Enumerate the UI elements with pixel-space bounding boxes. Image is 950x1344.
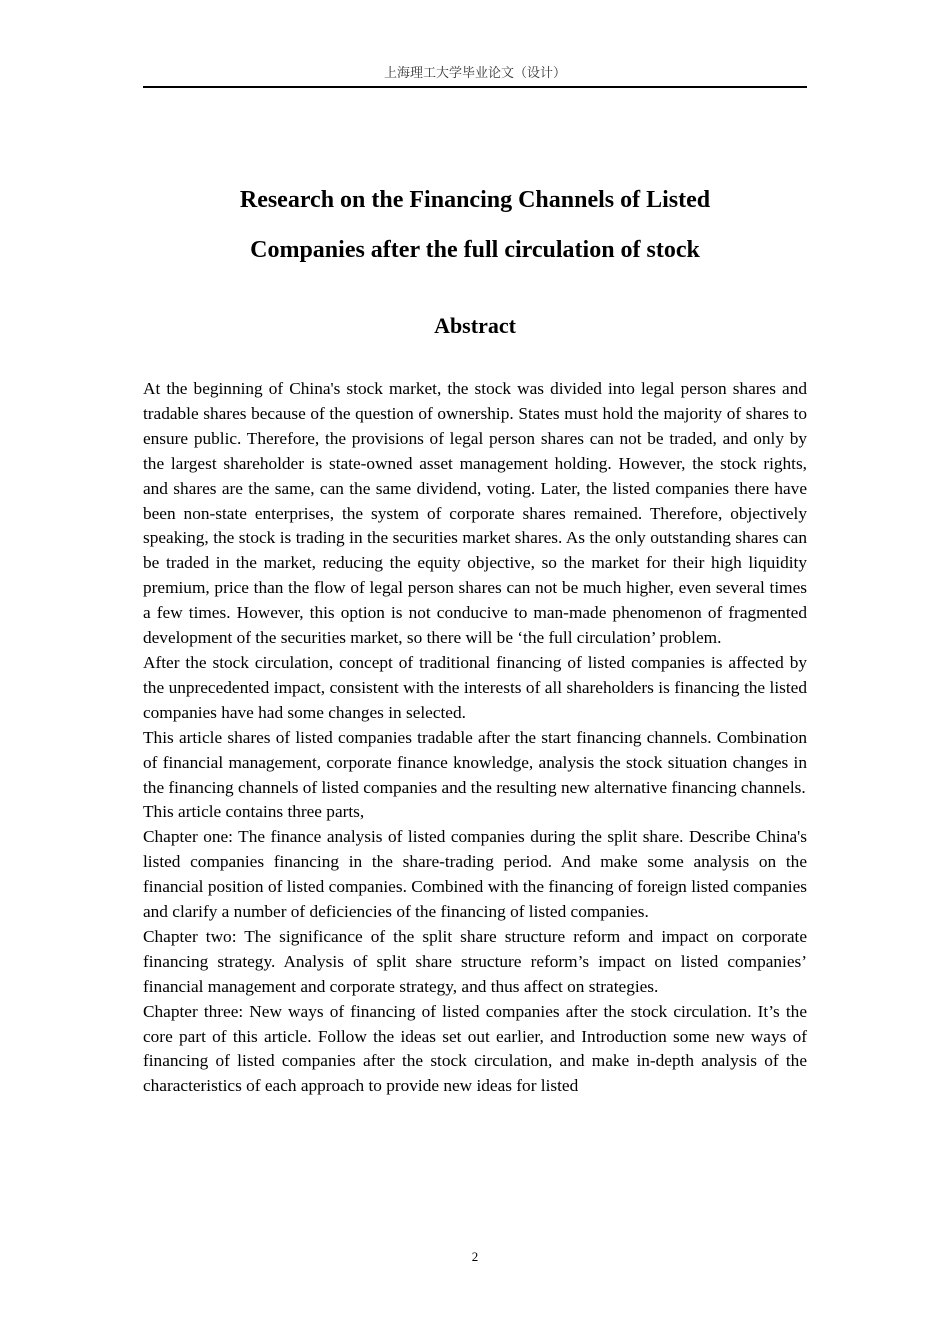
abstract-paragraph: This article contains three parts, [143, 802, 365, 822]
thesis-title [143, 175, 807, 275]
header-university-line: 上海理工大学毕业论文（设计） [383, 66, 566, 81]
abstract-paragraph: At the beginning of China's stock market, the stock was divided into legal person shares and tradable shares because of the question of ownership. States must hold the majority of shares to ensure public. Therefore, the provisions of legal person shares can not be traded, and only by the largest shareholder is state-owned asset management holding. However, the stock rights, and shares are the same, can the same dividend, voting. Later, the listed companies there have been non-state enterprises, the system of corporate shares remained. Therefore, objectively speaking, the stock is trading in the securities market shares. As the only outstanding shares can be traded in the market, reducing the equity objective, so the market for their high liquidity premium, price than the flow of legal person shares can not be much higher, even several times a few times. However, this option is not conducive to man-made phenomenon of fragmented development of the securities market, so there will be ‘the full circulation’ problem. [143, 379, 807, 648]
abstract-paragraph: After the stock circulation, concept of traditional financing of listed companies is affected by the unprecedented impact, consistent with the interests of all shareholders is financing the listed companies have had some changes in selected. [143, 652, 807, 722]
abstract-paragraph: This article shares of listed companies tradable after the start financing channels. Combination of financial management, corporate finance knowledge, analysis the stock situation changes in the financing channels of listed companies and the resulting new alternative financing channels. [143, 727, 807, 797]
abstract-paragraph: Chapter three: New ways of financing of listed companies after the stock circulation. It’s the core part of this article. Follow the ideas set out earlier, and Introduction some new ways of financing of listed companies after the stock circulation, and make in-depth analysis of the characteristics of each approach to provide new ideas for listed [143, 1001, 807, 1096]
abstract-paragraph: Chapter one: The finance analysis of listed companies during the split share. Describe China's listed companies financing in the share-trading period. And make some analysis on the financial position of listed companies. Combined with the financing of foreign listed companies and clarify a number of deficiencies of the financing of listed companies. [143, 827, 807, 922]
page-header [143, 64, 807, 88]
thesis-title-line-2: Companies after the full circulation of stock [250, 237, 700, 263]
abstract-body [143, 377, 807, 1099]
page-number: 2 [471, 1249, 479, 1264]
abstract-heading: Abstract [434, 313, 516, 338]
abstract-paragraph: Chapter two: The significance of the split share structure reform and impact on corporate financing strategy. Analysis of split share structure reform’s impact on listed companies’ financial management and corporate strategy, and thus affect on strategies. [143, 926, 807, 996]
thesis-title-line-1: Research on the Financing Channels of Listed [239, 187, 711, 213]
